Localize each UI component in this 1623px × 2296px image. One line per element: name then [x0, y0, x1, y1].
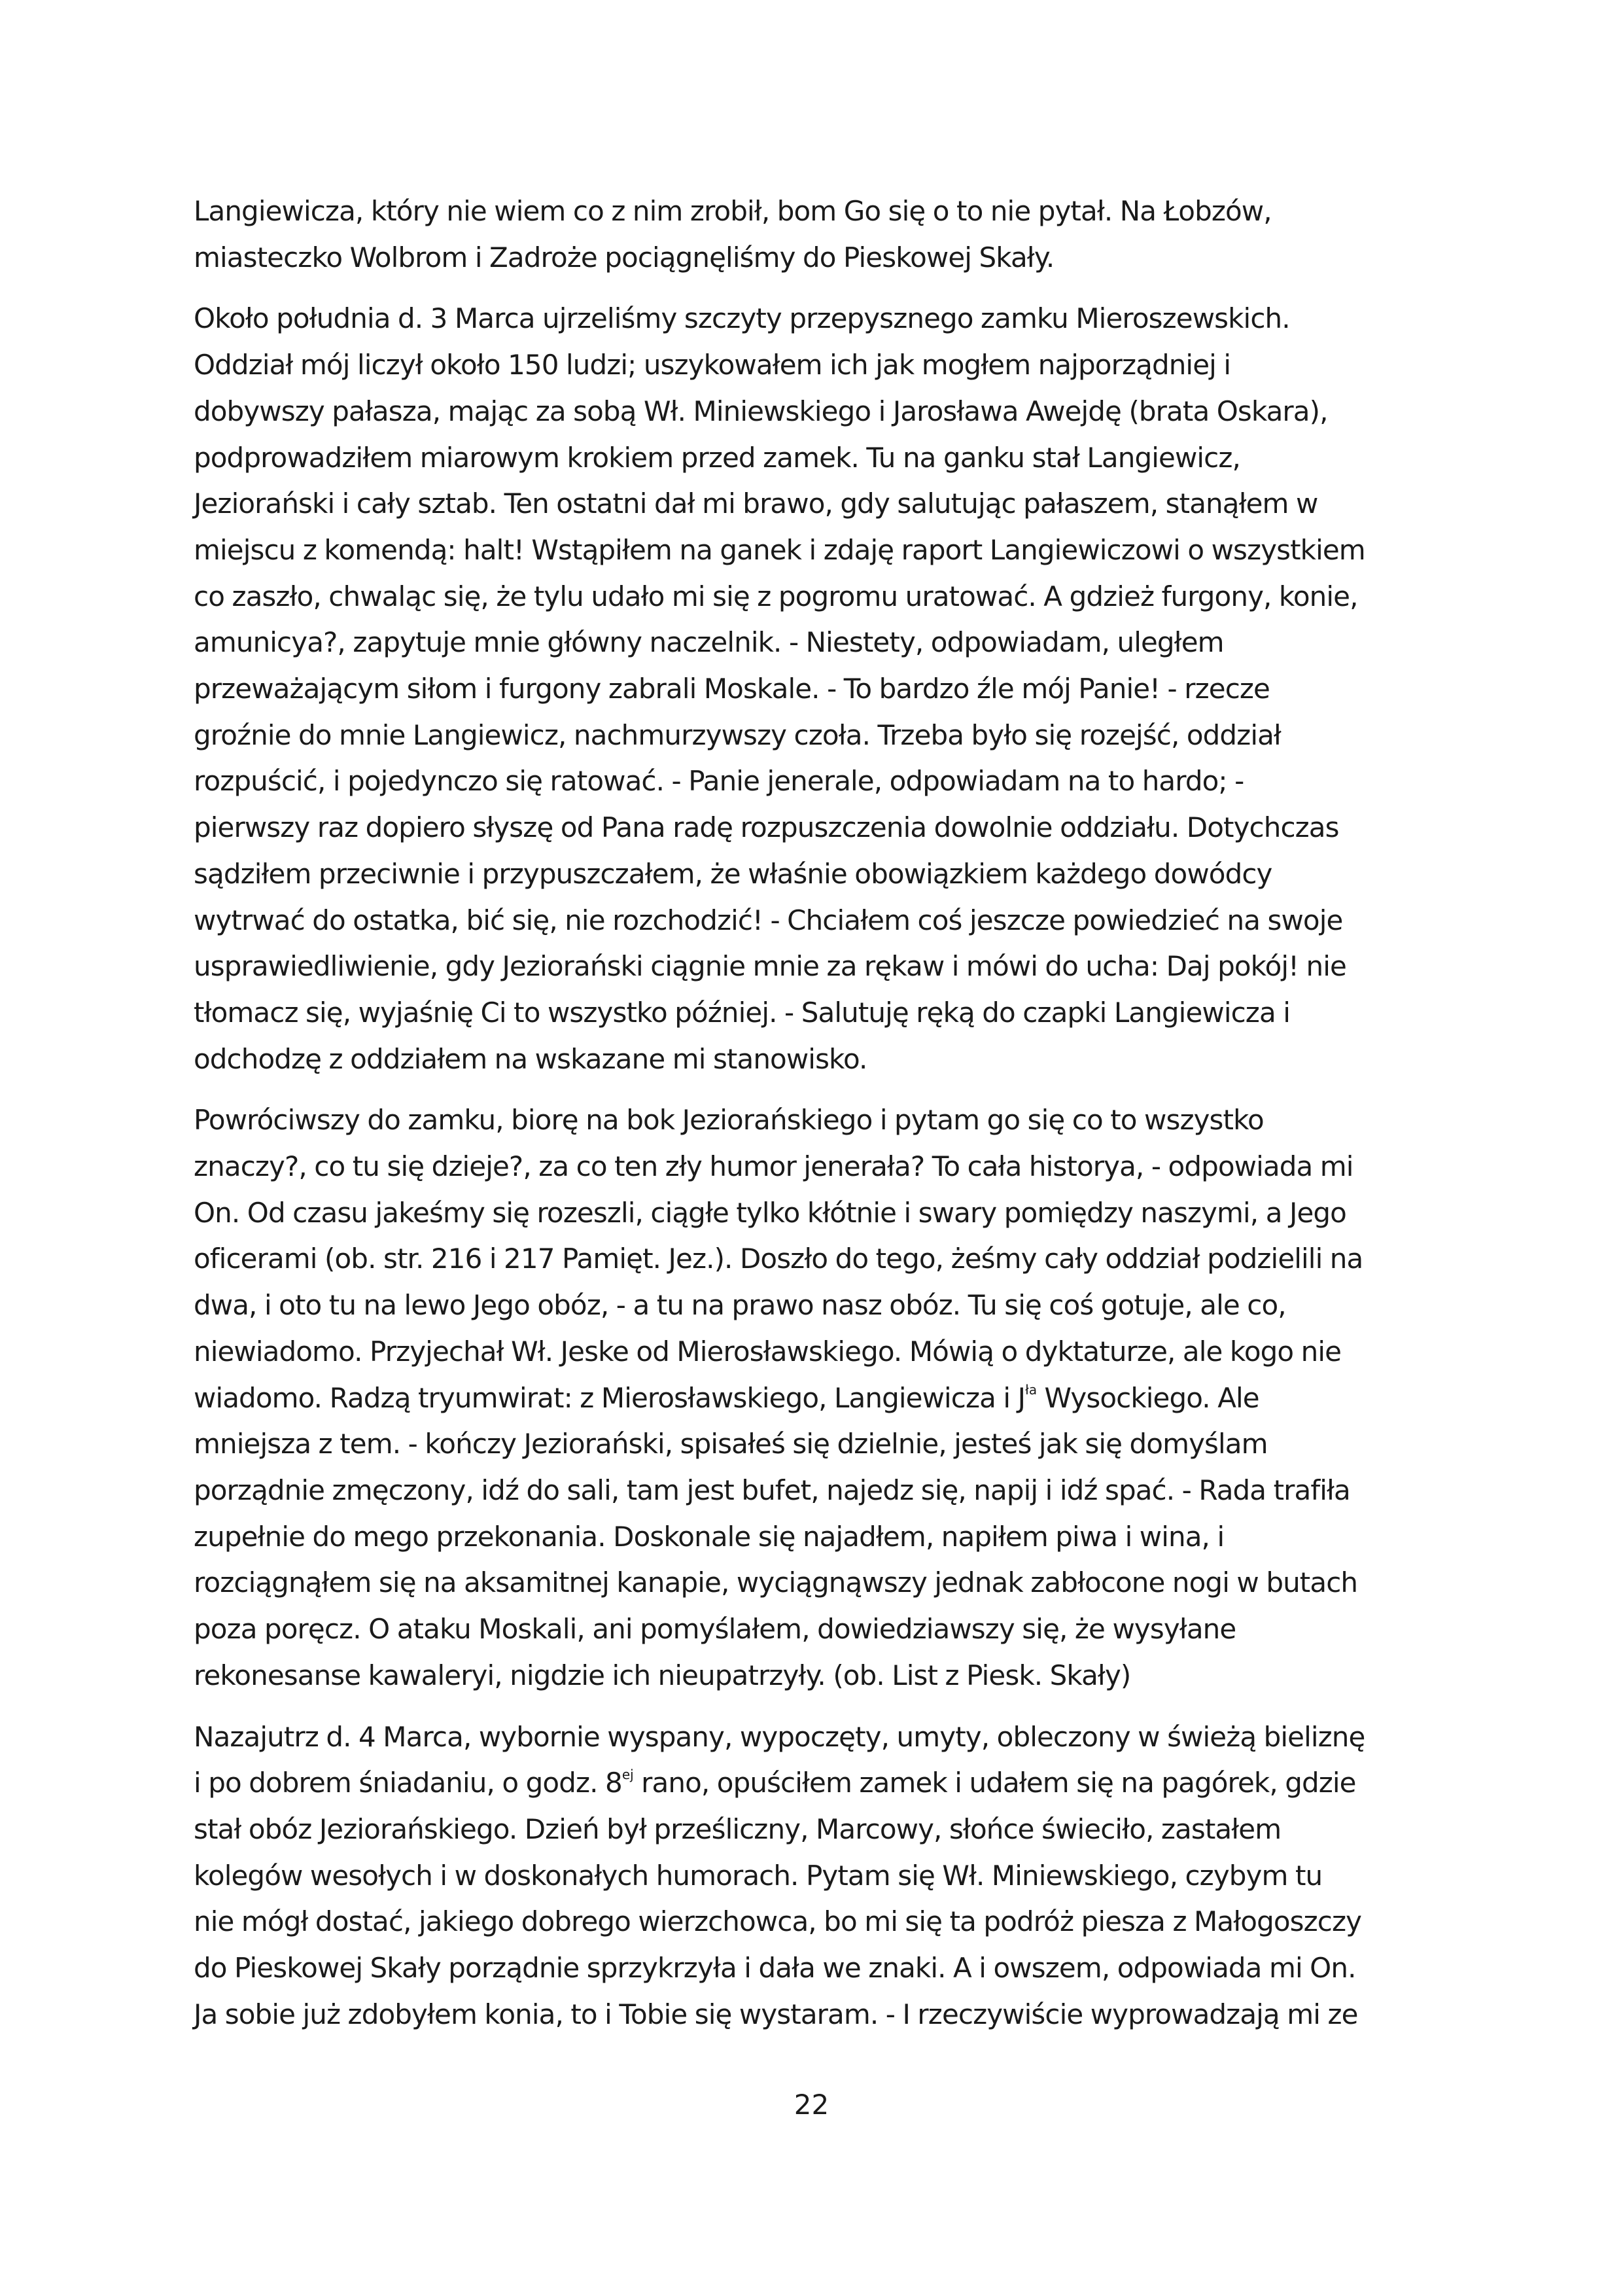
text-line: przeważającym siłom i furgony zabrali Moskale. - To bardzo źle mój Panie! - rzecze [194, 673, 1270, 705]
text-line: wytrwać do ostatka, bić się, nie rozchodzić! - Chciałem coś jeszcze powiedzieć na swoje [194, 904, 1343, 936]
text-line: podprowadziłem miarowym krokiem przed zamek. Tu na ganku stał Langiewicz, [194, 441, 1240, 474]
page-number: 22 [794, 2089, 829, 2121]
text-line: co zaszło, chwaląc się, że tylu udało mi się z pogromu uratować. A gdzież furgony, konie, [194, 580, 1358, 612]
text-line: On. Od czasu jakeśmy się rozeszli, ciągłe tylko kłótnie i swary pomiędzy naszymi, a Jego [194, 1196, 1346, 1229]
superscript: ła [1025, 1381, 1038, 1398]
text-line: Langiewicza, który nie wiem co z nim zrobił, bom Go się o to nie pytał. Na Łobzów, [194, 195, 1272, 227]
text-line: mniejsza z tem. - kończy Jeziorański, spisałeś się dzielnie, jesteś jak się domyślam [194, 1428, 1268, 1460]
text-line: Ja sobie już zdobyłem konia, to i Tobie się wystaram. - I rzeczywiście wyprowadzają mi ze [194, 1998, 1358, 2030]
paragraph-3 [194, 1097, 1443, 1699]
paragraph-2 [194, 296, 1443, 1082]
text-line: znaczy?, co tu się dzieje?, za co ten zły humor jenerała? To cała historya, - odpowiada mi [194, 1150, 1353, 1183]
text-line: niewiadomo. Przyjechał Wł. Jeske od Mierosławskiego. Mówią o dyktaturze, ale kogo nie [194, 1335, 1342, 1368]
text-line: Około południa d. 3 Marca ujrzeliśmy szczyty przepysznego zamku Mieroszewskich. [194, 302, 1290, 335]
text-line: stał obóz Jeziorańskiego. Dzień był prześliczny, Marcowy, słońce świeciło, zastałem [194, 1812, 1282, 1845]
paragraph-1 [194, 188, 1443, 281]
text-line: porządnie zmęczony, idź do sali, tam jest bufet, najedz się, napij i idź spać. - Rada trafiła [194, 1474, 1350, 1506]
text-line: pierwszy raz dopiero słyszę od Pana radę rozpuszczenia dowolnie oddziału. Dotychczas [194, 811, 1339, 844]
body-text [194, 188, 1443, 2053]
text-line: miejscu z komendą: halt! Wstąpiłem na ganek i zdaję raport Langiewiczowi o wszystkiem [194, 533, 1365, 566]
text-line: do Pieskowej Skały porządnie sprzykrzyła i dała we znaki. A i owszem, odpowiada mi On. [194, 1952, 1356, 1985]
text-line: usprawiedliwienie, gdy Jeziorański ciągnie mnie za rękaw i mówi do ucha: Daj pokój! nie [194, 950, 1346, 983]
text-line: rozpuścić, i pojedynczo się ratować. - Panie jenerale, odpowiadam na to hardo; - [194, 765, 1244, 798]
text-line: rekonesanse kawaleryi, nigdzie ich nieupatrzyły. (ob. List z Piesk. Skały) [194, 1659, 1131, 1691]
text-line: odchodzę z oddziałem na wskazane mi stanowisko. [194, 1042, 867, 1075]
superscript: ej [621, 1767, 634, 1783]
text-line: rozciągnąłem się na aksamitnej kanapie, wyciągnąwszy jednak zabłocone nogi w butach [194, 1566, 1358, 1599]
text-line: tłomacz się, wyjaśnię Ci to wszystko później. - Salutuję ręką do czapki Langiewicza i [194, 996, 1290, 1029]
text-line: oficerami (ob. str. 216 i 217 Pamięt. Jez.). Doszło do tego, żeśmy cały oddział podzielili na [194, 1243, 1363, 1275]
text-line: zupełnie do mego przekonania. Doskonale się najadłem, napiłem piwa i wina, i [194, 1520, 1225, 1553]
text-line: Oddział mój liczył około 150 ludzi; uszykowałem ich jak mogłem najporządniej i [194, 349, 1231, 381]
text-line: kolegów wesołych i w doskonałych humorach. Pytam się Wł. Miniewskiego, czybym tu [194, 1859, 1323, 1892]
text-segment: rano, opuściłem zamek i udałem się na pagórek, gdzie [633, 1767, 1356, 1799]
paragraph-4 [194, 1714, 1443, 2038]
text-segment: wiadomo. Radzą tryumwirat: z Mierosławskiego, Langiewicza i J [194, 1381, 1026, 1414]
text-line [194, 1375, 1443, 1422]
text-line: groźnie do mnie Langiewicz, nachmurzywszy czoła. Trzeba było się rozejść, oddział [194, 718, 1281, 751]
text-line: dwa, i oto tu na lewo Jego obóz, - a tu na prawo nasz obóz. Tu się coś gotuje, ale co, [194, 1289, 1286, 1322]
text-line: Powróciwszy do zamku, biorę na bok Jeziorańskiego i pytam go się co to wszystko [194, 1104, 1264, 1137]
text-line: nie mógł dostać, jakiego dobrego wierzchowca, bo mi się ta podróż piesza z Małogoszczy [194, 1905, 1362, 1938]
text-line [194, 1760, 1443, 1807]
text-line: Jeziorański i cały sztab. Ten ostatni dał mi brawo, gdy salutując pałaszem, stanąłem w [194, 487, 1318, 520]
text-line: poza poręcz. O ataku Moskali, ani pomyślałem, dowiedziawszy się, że wysyłane [194, 1613, 1236, 1646]
text-line: miasteczko Wolbrom i Zadroże pociągnęliśmy do Pieskowej Skały. [194, 241, 1055, 274]
text-line: Nazajutrz d. 4 Marca, wybornie wyspany, wypoczęty, umyty, obleczony w świeżą bieliznę [194, 1720, 1365, 1753]
text-line: amunicya?, zapytuje mnie główny naczelnik. - Niestety, odpowiadam, uległem [194, 626, 1224, 659]
text-segment: i po dobrem śniadaniu, o godz. 8 [194, 1767, 622, 1799]
text-line: dobywszy pałasza, mając za sobą Wł. Miniewskiego i Jarosława Awejdę (brata Oskara), [194, 395, 1328, 427]
text-line: sądziłem przeciwnie i przypuszczałem, że właśnie obowiązkiem każdego dowódcy [194, 857, 1272, 890]
text-segment: Wysockiego. Ale [1037, 1381, 1259, 1414]
